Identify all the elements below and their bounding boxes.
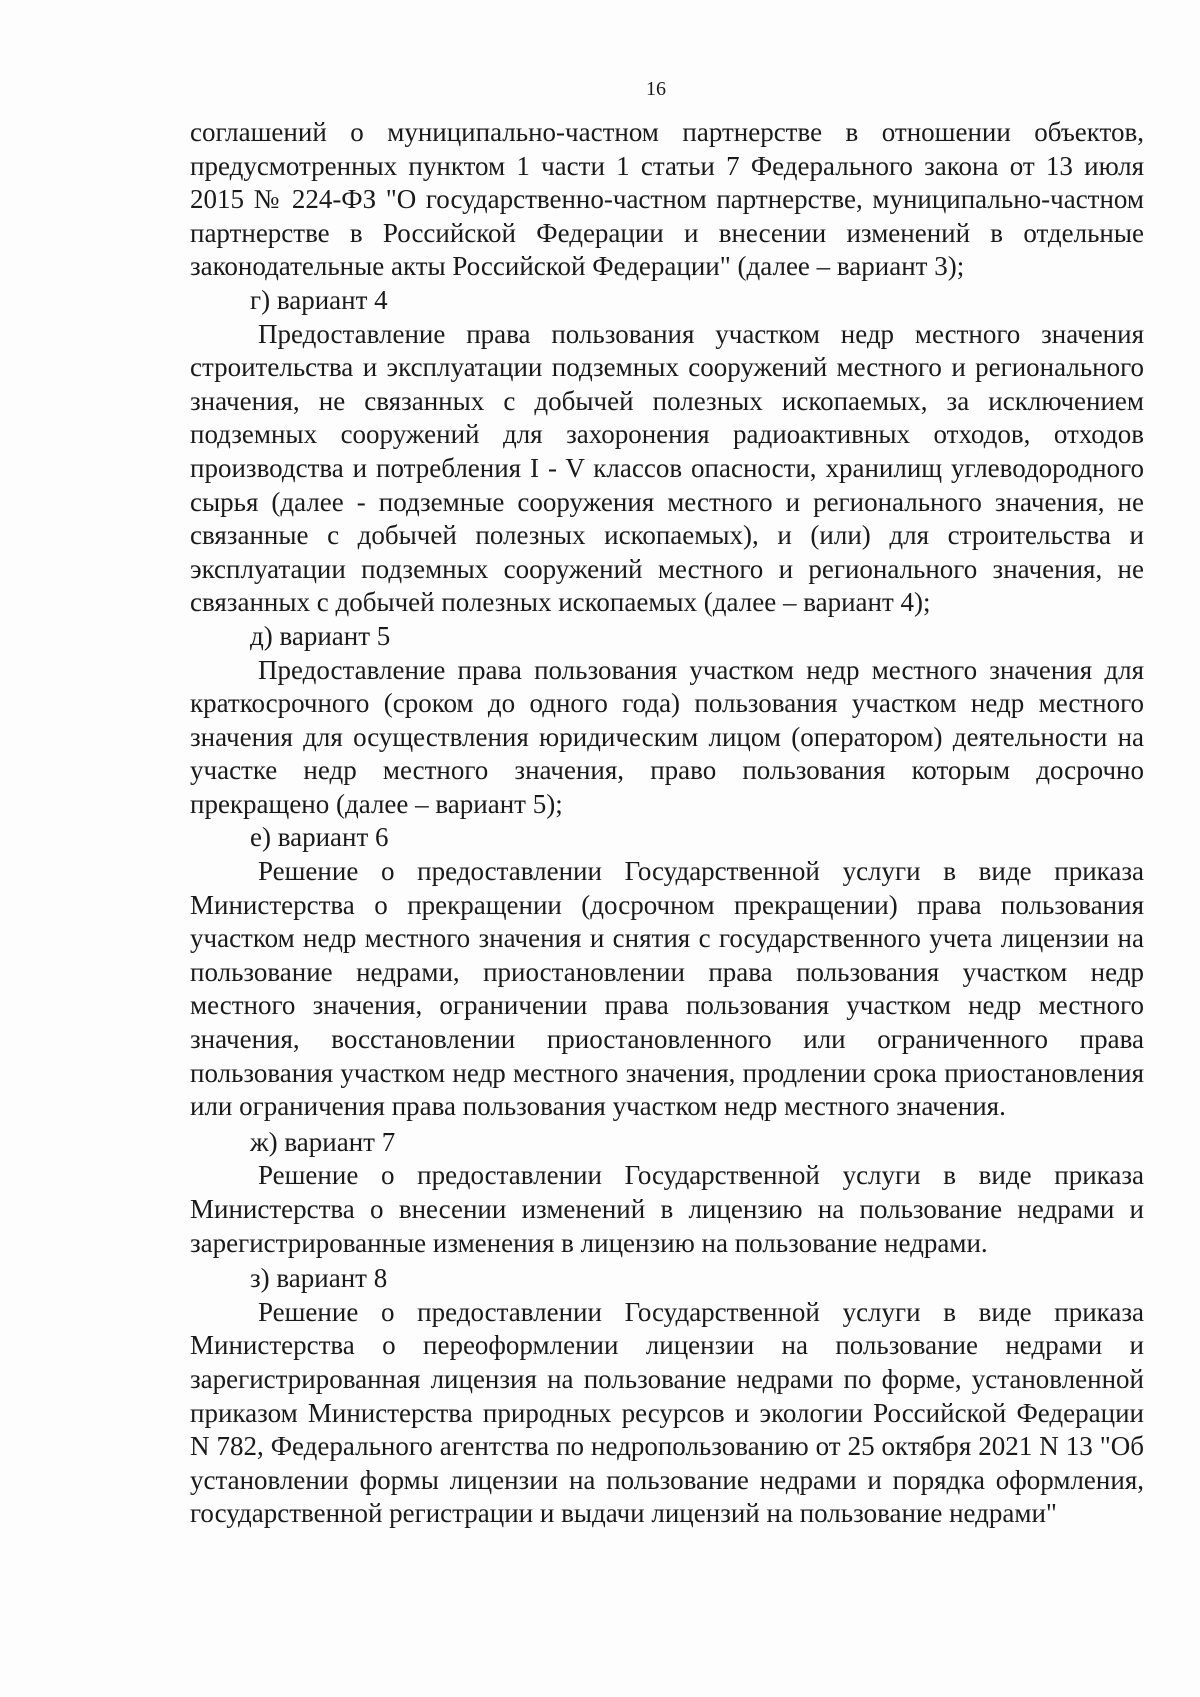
subheading-variant-6: е) вариант 6 [250,822,389,853]
paragraph-variant-7: Решение о предоставлении Государственной услуги в виде приказа Министерства о внесении изменений в лицензию на пользование недрами и зарегистрированные изменения в лицензию на пользование недрами. [190,1160,1144,1258]
subheading-variant-4: г) вариант 4 [250,284,388,315]
paragraph-variant-5: Предоставление права пользования участком недр местного значения для краткосрочного (сроком до одного года) пользования участком недр местного значения для осуществления юридическим лицом (оператором) деятельности на участке недр местного значения, право пользования которым досрочно прекращено (далее – вариант 5); [190,654,1144,819]
subheading-variant-5: д) вариант 5 [250,620,391,651]
document-body [190,116,1144,1531]
paragraph-variant-3-continued: соглашений о муниципально-частном партнерстве в отношении объектов, предусмотренных пунктом 1 части 1 статьи 7 Федерального закона от 13 июля 2015 № 224-ФЗ "О государственно-частном партнерстве, муниципально-частном партнерстве в Российской Федерации и внесении изменений в отдельные законодательные акты Российской Федерации" (далее – вариант 3); [190,117,1144,282]
page-number: 16 [646,78,666,100]
paragraph-variant-8: Решение о предоставлении Государственной услуги в виде приказа Министерства о переоформлении лицензии на пользование недрами и зарегистрированная лицензия на пользование недрами по форме, установленной приказом Министерства природных ресурсов и экологии Российской Федерации N 782, Федерального агентства по недропользованию от 25 октября 2021 N 13 "Об установлении формы лицензии на пользование недрами и порядка оформления, государственной регистрации и выдачи лицензий на пользование недрами" [190,1296,1144,1529]
paragraph-variant-6: Решение о предоставлении Государственной услуги в виде приказа Министерства о прекращении (досрочном прекращении) права пользования участком недр местного значения и снятия с государственного учета лицензии на пользование недрами, приостановлении права пользования участком недр местного значения, ограничении права пользования участком недр местного значения, восстановлении приостановленного или ограниченного права пользования участком недр местного значения, продлении срока приостановления или ограничения права пользования участком недр местного значения. [190,856,1144,1122]
subheading-variant-8: з) вариант 8 [250,1263,388,1294]
subheading-variant-7: ж) вариант 7 [250,1126,396,1157]
paragraph-variant-4: Предоставление права пользования участком недр местного значения строительства и эксплуатации подземных сооружений местного и регионального значения, не связанных с добычей полезных ископаемых, за исключением подземных сооружений для захоронения радиоактивных отходов, отходов производства и потребления I - V классов опасности, хранилищ углеводородного сырья (далее - подземные сооружения местного и регионального значения, не связанные с добычей полезных ископаемых), и (или) для строительства и эксплуатации подземных сооружений местного и регионального значения, не связанных с добычей полезных ископаемых (далее – вариант 4); [190,318,1144,618]
